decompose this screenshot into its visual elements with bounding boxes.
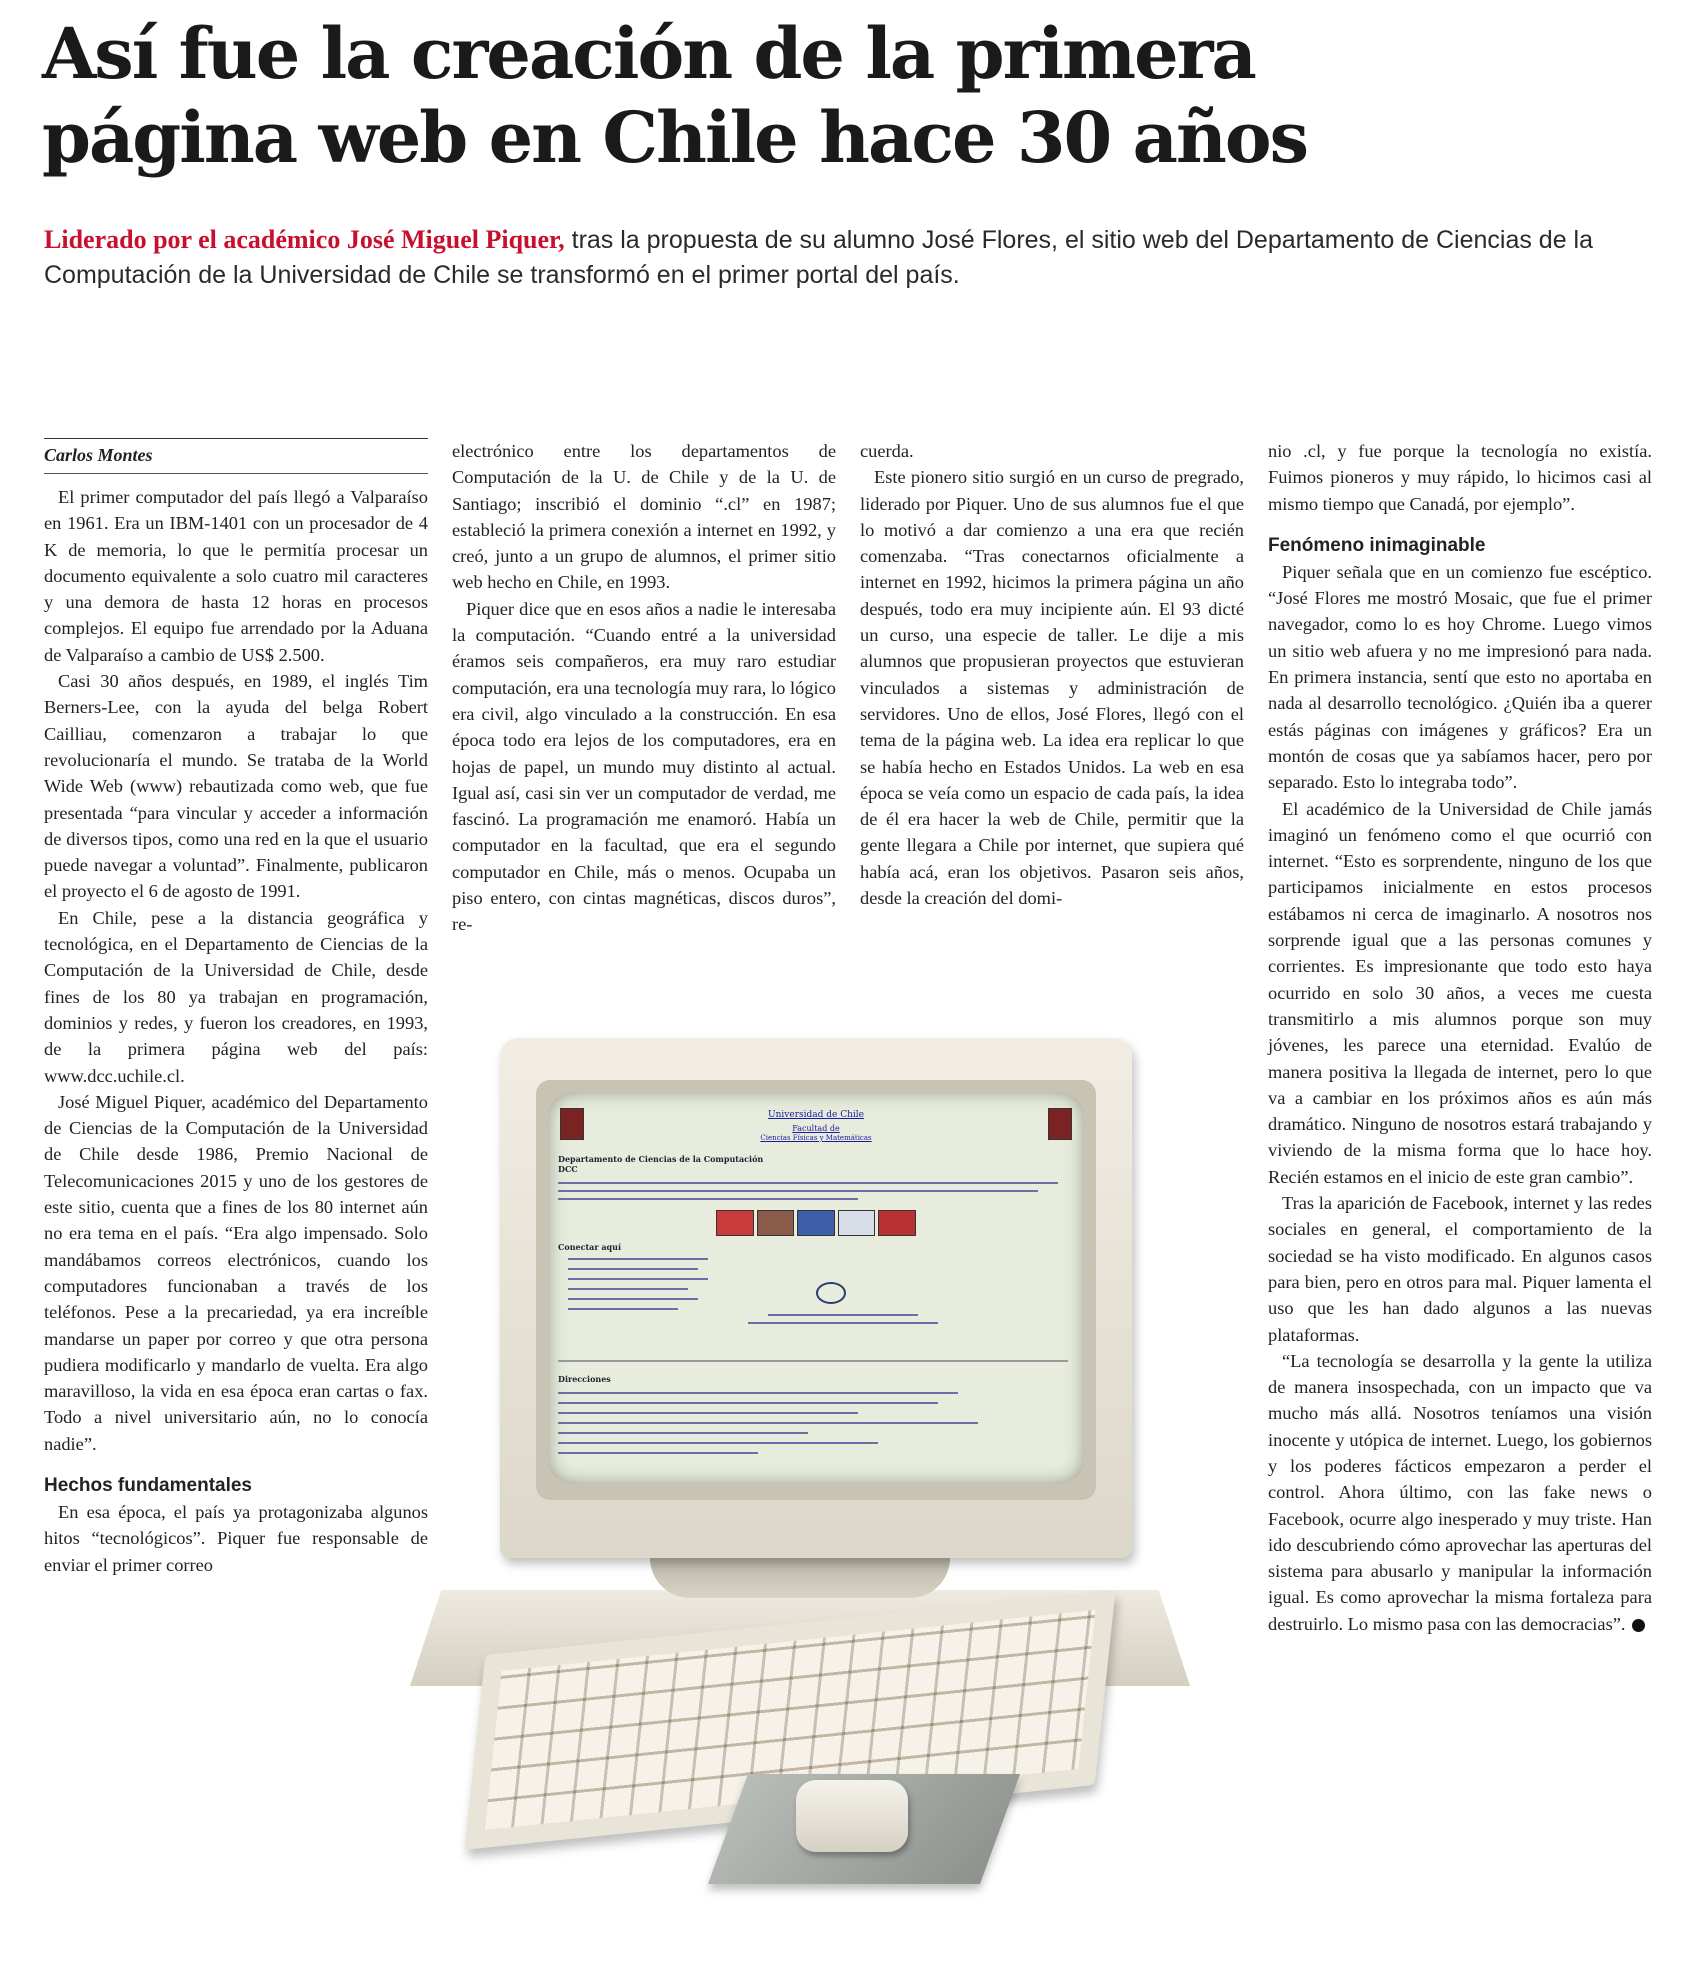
screen-text-line [558,1452,758,1454]
screen-text-line [568,1278,708,1280]
screen-text-line [558,1442,878,1444]
screen-text-line [558,1392,958,1394]
screen-text-line [768,1314,918,1316]
screen-text-line [568,1258,708,1260]
screen-subtitle-2: Ciencias Físicas y Matemáticas [760,1134,872,1142]
screen-text-line [748,1322,938,1324]
screen-text-line [568,1298,698,1300]
paragraph: Este pionero sitio surgió en un curso de pregrado, liderado por Piquer. Uno de sus alumnos fue el que lo motivó a dar comienzo a una era que recién comenzaba. “Tras conectarnos oficialmente a internet en 1992, hicimos la primera página un año después, todo era muy incipiente aún. El 93 dicté un curso, una especie de taller. Le dije a mis alumnos que propusieran proyectos que estuvieran vinculados a sistemas y administración de servidores. Uno de ellos, José Flores, llegó con el tema de la página web. La idea era replicar lo que se había hecho en Estados Unidos. La web en esa época se veía como un espacio de cada país, la idea de él era hacer la web de Chile, permitir que la gente llegara a Chile por internet, que supiera qué había acá, eran los objetivos. Pasaron seis años, desde la creación del domi- [860,467,1244,909]
dcc-logo-icon [816,1282,846,1304]
screen-text-line [568,1308,678,1310]
screen-icon-strip [716,1210,916,1236]
crt-monitor [500,1038,1132,1558]
screen-divider [558,1360,1068,1362]
lede-highlight: Liderado por el académico José Miguel Piquer, [44,225,565,254]
screen-text-line [558,1432,808,1434]
monitor-stand [650,1558,950,1598]
paragraph: Piquer dice que en esos años a nadie le interesaba la computación. “Cuando entré a la universidad éramos seis compañeros, era muy raro estudiar computación, era una tecnología muy rara, lo lógico era civil, algo vinculado a la construcción. En esa época todo era lejos de los computadores, era en hojas de papel, un mundo muy distinto al actual. Igual así, casi sin ver un computador de verdad, me fascinó. La programación me enamoró. Había un computador en la facultad, que era el segundo computador en Chile, más o menos. Ocupaba un piso entero, con cintas magnéticas, discos duros”, re- [452,598,836,935]
paragraph: José Miguel Piquer, académico del Departamento de Ciencias de la Computación de la Universidad de Chile desde 1986, Premio Nacional de Telecomunicaciones 2015 y uno de los gestores de este sitio, cuenta que a fines de los 80 internet aún no era tema en el país. “Era algo impensado. Solo mandábamos correos electrónicos, cuando los computadores funcionaban a través de los teléfonos. Pese a la precariedad, ya era increíble mandarse un paper por correo y que otra persona pudiera modificarlo y mandarlo de vuelta. Era algo maravilloso, la vida en esa época eran cartas o fax. Todo a nivel universitario aún, no lo conocía nadie”. [44,1091,428,1454]
monitor-screen [548,1092,1084,1484]
paragraph: cuerda. [860,441,914,461]
article-column-3 [860,438,1244,911]
screen-section-heading: Conectar aquí [558,1242,621,1252]
final-paragraph-text: “La tecnología se desarrolla y la gente la utiliza de manera insospechada, con un impacto que va mucho más allá. Nosotros teníamos una visión inocente y utópica de internet. Luego, los gobiernos y los poderes fácticos empezaron a perder el control. Ahora último, con las fake news o Facebook, ocurre algo inesperado y muy triste. Han ido descubriendo cómo aprovechar las aperturas del sistema para abusarlo y manipular la información igual. Es como aprovechar la misma fortaleza para destruirlo. Lo mismo pasa con las democracias”. [1268,1350,1652,1634]
image-icon [838,1210,876,1236]
paragraph: electrónico entre los departamentos de Computación de la U. de Chile y de la U. de Santiago; inscribió el dominio “.cl” en 1987; estableció la primera conexión a internet en 1992, y creó, junto a un grupo de alumnos, el primer sitio web hecho en Chile, en 1993. [452,441,836,593]
paragraph: El académico de la Universidad de Chile jamás imaginó un fenómeno como el que ocurrió con internet. “Esto es sorprendente, ninguno de los que participamos inicialmente en estos procesos estábamos ni cerca de imaginarlo. A nosotros nos sorprende igual que a las personas comunes y corrientes. Es impresionante que todo esto haya ocurrido en solo 30 años, a veces me cuesta transmitirlo a mis alumnos porque son muy jóvenes, les parece una eternidad. Evalúo de manera positiva la llegada de internet, pero lo que va a cambiar en los próximos años es aún más dramático. Ninguno de nosotros estará trabajando y viviendo de la misma forma que lo hace hoy. Recién estamos en el inicio de este gran cambio”. [1268,798,1652,1187]
article-column-1 [44,438,428,1578]
screen-subtitle: Facultad de [792,1124,840,1133]
subhead-hechos-fundamentales: Hechos fundamentales [44,1474,252,1496]
mouse [796,1780,908,1852]
photo-vintage-computer [400,1010,1360,1890]
headline-line-1: Así fue la creación de la primera [42,12,1255,95]
flag-icon [716,1210,754,1236]
article-column-2 [452,438,836,938]
headline [42,12,1682,180]
screen-text-line [558,1198,858,1200]
screen-text-line [558,1412,858,1414]
headline-line-2: página web en Chile hace 30 años [42,96,1307,179]
screen-dept-abbr: DCC [558,1164,578,1174]
image-icon [878,1210,916,1236]
screen-section-heading-2: Direcciones [558,1374,611,1384]
lede-text: tras la propuesta de su alumno José Flores, el sitio web del Departamento de Ciencias de la Computación de la Universidad de Chile se transformó en el primer portal del país. [44,226,1594,289]
byline: Carlos Montes [44,438,428,474]
paragraph: Casi 30 años después, en 1989, el inglés Tim Berners-Lee, con la ayuda del belga Robert Cailliau, comenzaron a trabajar lo que revolucionaría el mundo. Se trataba de la World Wide Web (www) rebautizada como web, que fue presentada “para vincular y acceder a información de diversos tipos, como una red en la que el usuario puede navegar a voluntad”. Finalmente, publicaron el proyecto el 6 de agosto de 1991. [44,671,428,902]
paragraph: nio .cl, y fue porque la tecnología no existía. Fuimos pioneros y muy rápido, lo hicimos casi al mismo tiempo que Canadá, por ejemplo”. [1268,441,1652,514]
screen-text-line [558,1190,1038,1192]
image-icon [797,1210,835,1236]
lede [44,222,1604,293]
paragraph: El primer computador del país llegó a Valparaíso en 1961. Era un IBM-1401 con un procesador de 4 K de memoria, lo que le permitía procesar un documento equivalente a solo cuatro mil caracteres y una demora de hasta 12 horas en procesos complejos. El equipo fue arrendado por la Aduana de Valparaíso a cambio de US$ 2.500. [44,487,428,665]
paragraph: Tras la aparición de Facebook, internet y las redes sociales en general, el comportamiento de la sociedad se ha visto modificado. En algunos casos para bien, pero en otros para mal. Piquer lamenta el uso que les han dado algunos a las nuevas plataformas. [1268,1193,1652,1345]
subhead-fenomeno-inimaginable: Fenómeno inimaginable [1268,534,1486,556]
screen-text-line [568,1288,688,1290]
end-mark-icon [1632,1619,1645,1632]
image-icon [757,1210,795,1236]
screen-text-line [568,1268,698,1270]
screen-text-line [558,1402,938,1404]
monitor-bezel [536,1080,1096,1500]
screen-text-line [558,1182,1058,1184]
sun-badge [860,1890,908,1916]
screen-text-line [558,1422,978,1424]
screen-title: Universidad de Chile [768,1110,864,1120]
screen-dept-heading: Departamento de Ciencias de la Computación [558,1154,764,1164]
paragraph: En esa época, el país ya protagonizaba algunos hitos “tecnológicos”. Piquer fue responsable de enviar el primer correo [44,1501,428,1575]
paragraph: Piquer señala que en un comienzo fue escéptico. “José Flores me mostró Mosaic, que fue el primer navegador, como lo es hoy Chrome. Luego vimos un sitio web afuera y no me impresionó para nada. En primera instancia, sentí que esto no aportaba en nada al desarrollo tecnológico. ¿Quién iba a querer estás páginas con imágenes y gráficos? Era un montón de cosas que ya sabíamos hacer, pero por separado. Esto lo integraba todo”. [1268,561,1652,793]
paragraph: En Chile, pese a la distancia geográfica y tecnológica, en el Departamento de Ciencias de la Computación de la Universidad de Chile, desde fines de los 80 ya trabajan en programación, dominios y redes, y fueron los creadores, en 1993, de la primera página web del país: www.dcc.uchile.cl. [44,907,428,1086]
